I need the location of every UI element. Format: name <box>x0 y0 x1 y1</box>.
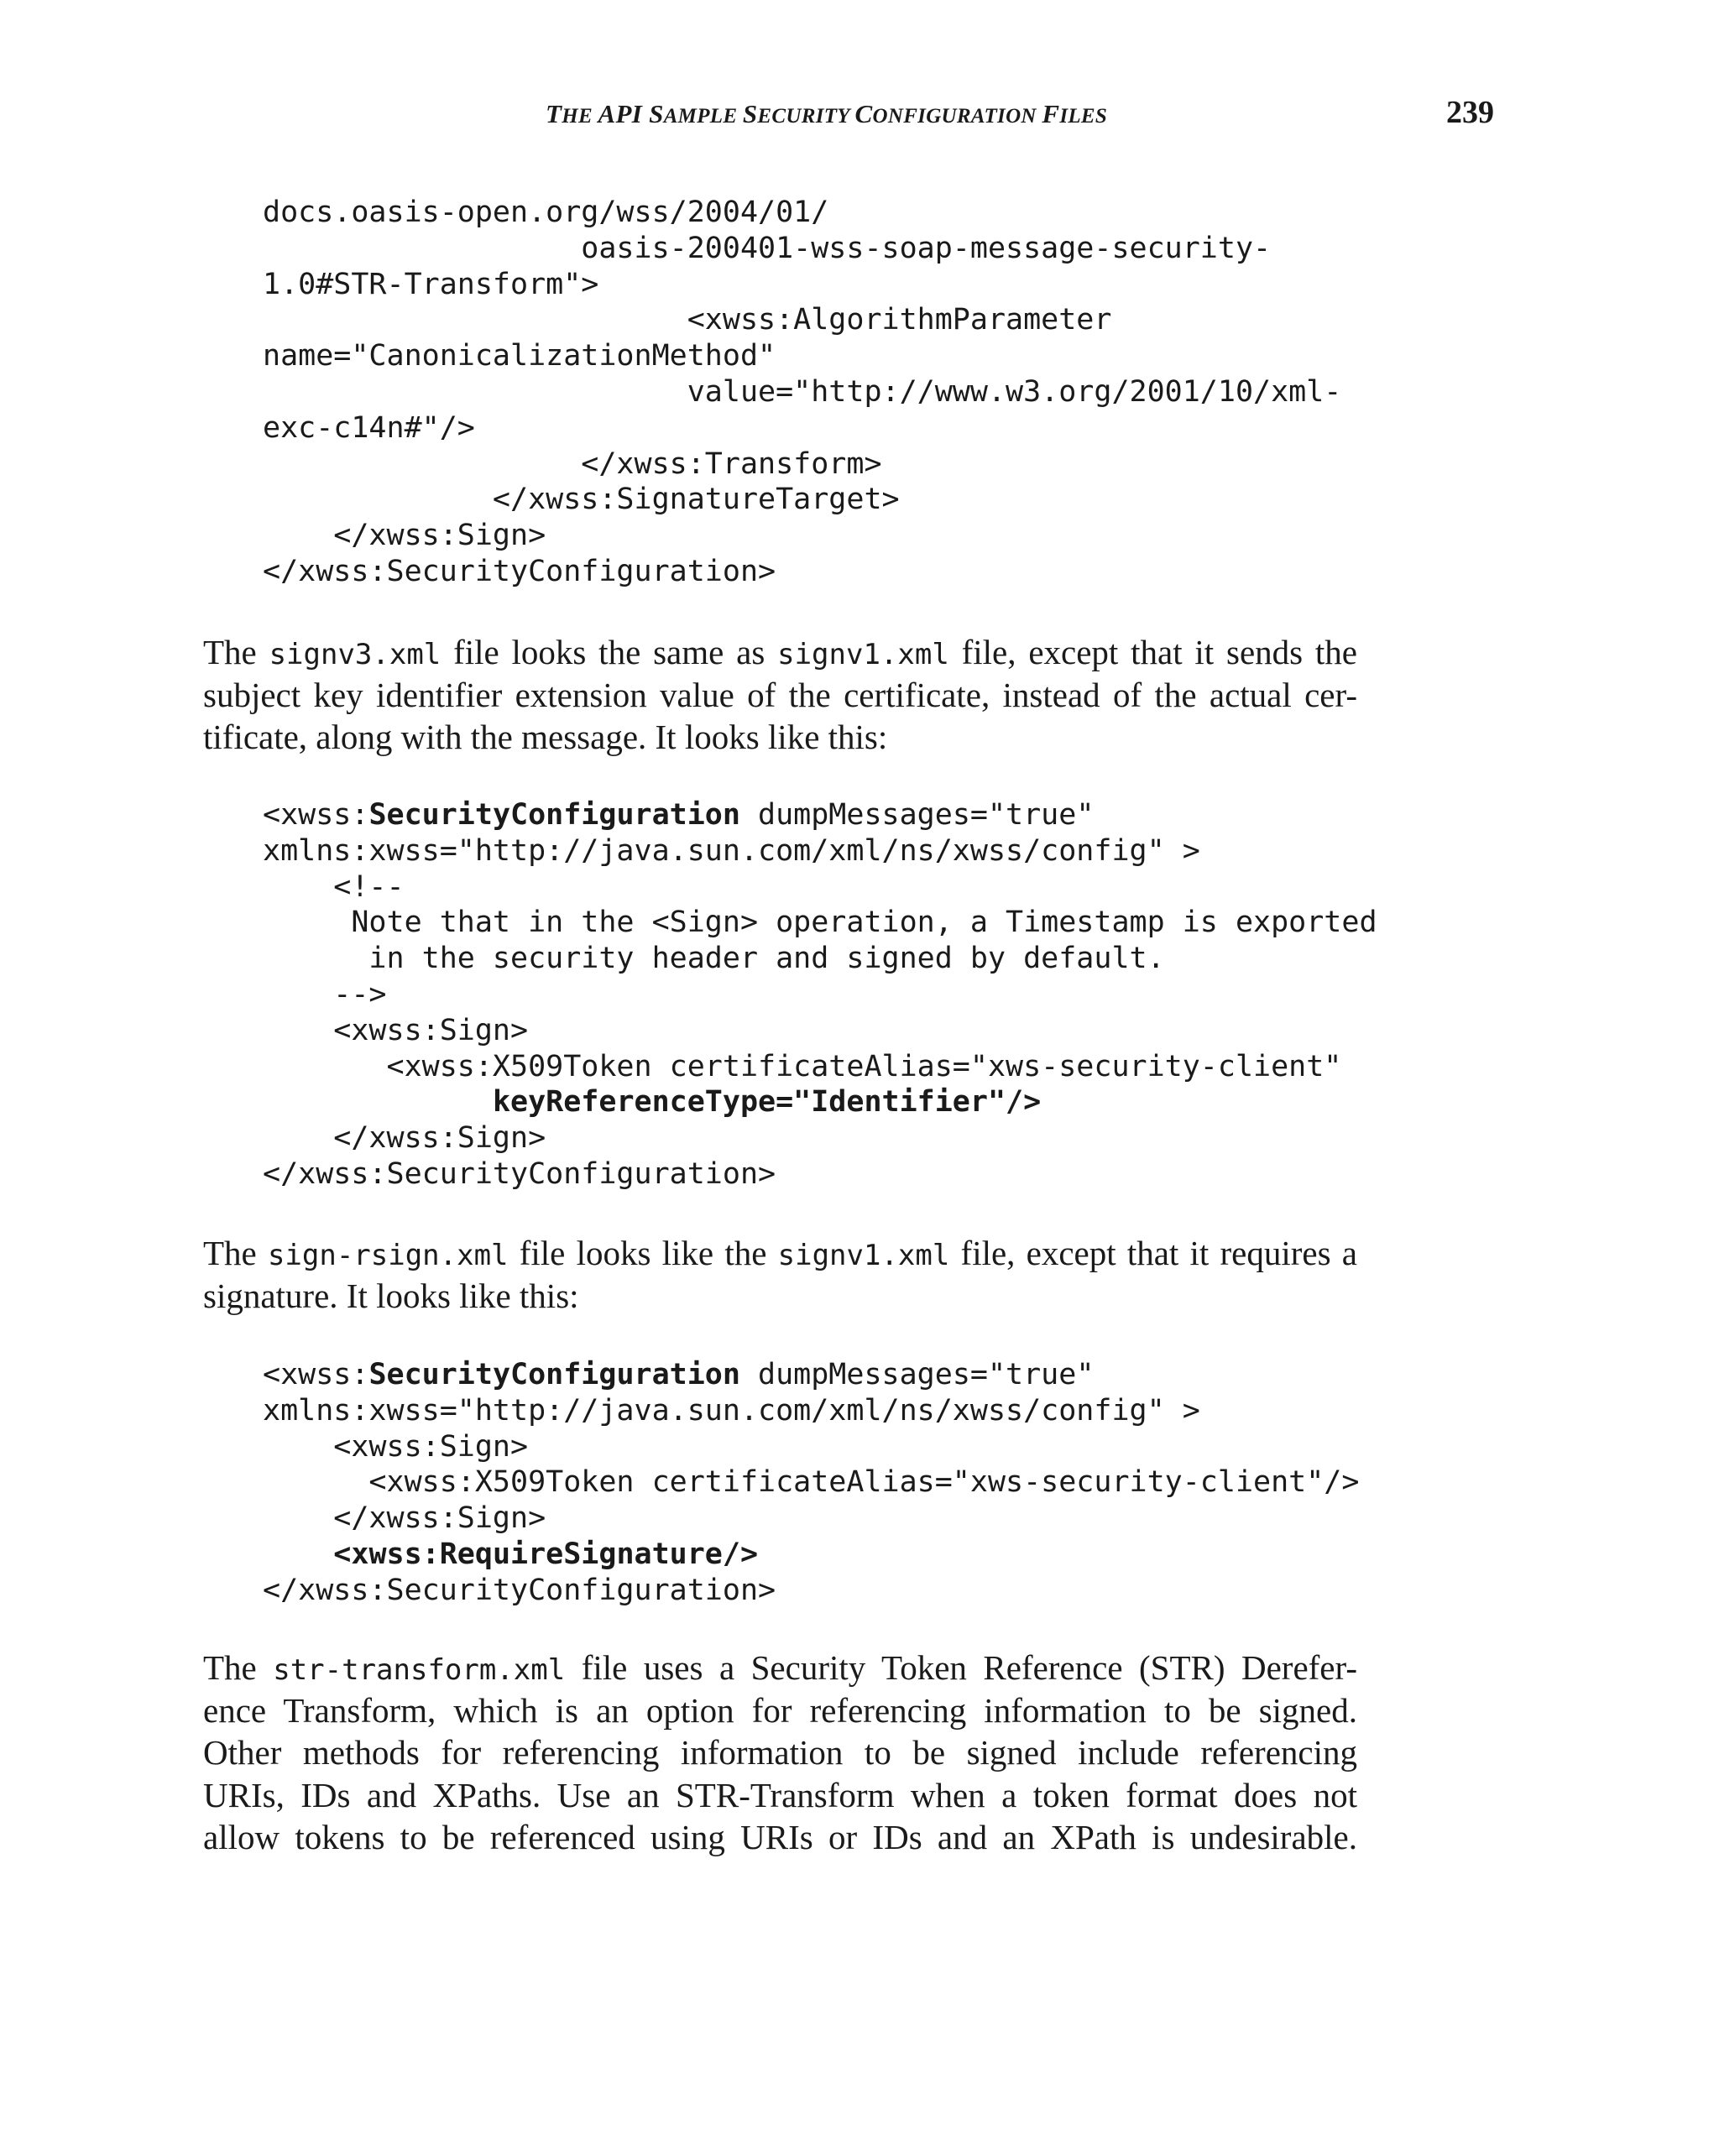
paragraph-line: subject key identifier extension value of the certificate, instead of the actual cer- <box>203 675 1357 714</box>
paragraph-signv3 <box>203 631 1357 759</box>
code-line: 1.0#STR-Transform"> <box>263 267 599 301</box>
code-line: oasis-200401-wss-soap-message-security- <box>263 231 1272 265</box>
code-line: <!-- <box>263 869 405 904</box>
code-line: <xwss:Sign> <box>263 1013 529 1047</box>
paragraph-line: The sign-rsign.xml file looks like the signv1.xml file, except that it requires a <box>203 1234 1357 1272</box>
filename-sign-rsign: sign-rsign.xml <box>267 1239 509 1272</box>
filename-signv1: signv1.xml <box>777 638 949 671</box>
filename-signv3: signv3.xml <box>269 638 442 671</box>
paragraph-str-transform <box>203 1647 1357 1859</box>
code-line: <xwss:SecurityConfiguration dumpMessages="true" <box>263 798 1095 832</box>
code-line: </xwss:Sign> <box>263 519 546 553</box>
code-line: Note that in the <Sign> operation, a Timestamp is exported <box>263 906 1377 940</box>
paragraph-line: allow tokens to be referenced using URIs or IDs and an XPath is undesirable. <box>203 1818 1357 1856</box>
code-line: </xwss:SecurityConfiguration> <box>263 1573 776 1607</box>
filename-str-transform: str-transform.xml <box>273 1653 566 1687</box>
code-line: </xwss:SignatureTarget> <box>263 483 900 517</box>
code-line: --> <box>263 977 387 1011</box>
code-block-sign-rsign <box>263 1357 1359 1609</box>
paragraph-line: signature. It looks like this: <box>203 1276 579 1315</box>
paragraph-line: The str-transform.xml file uses a Security Token Reference (STR) Derefer- <box>203 1648 1357 1687</box>
code-line: <xwss:Sign> <box>263 1429 529 1464</box>
code-block-str-transform-tail <box>263 195 1341 590</box>
code-line: </xwss:Sign> <box>263 1121 546 1156</box>
paragraph-line: URIs, IDs and XPaths. Use an STR-Transform when a token format does not <box>203 1775 1357 1814</box>
filename-signv1: signv1.xml <box>777 1239 950 1272</box>
code-line: xmlns:xwss="http://java.sun.com/xml/ns/xwss/config" > <box>263 833 1200 868</box>
page-number: 239 <box>1446 95 1494 130</box>
code-line: docs.oasis-open.org/wss/2004/01/ <box>263 196 829 229</box>
code-line: <xwss:X509Token certificateAlias="xws-security-client"/> <box>263 1465 1360 1500</box>
paragraph-line: Other methods for referencing information to be signed include referencing <box>203 1733 1357 1772</box>
paragraph-line: ence Transform, which is an option for referencing information to be signed. <box>203 1690 1357 1730</box>
code-line: exc-c14n#"/> <box>263 410 475 445</box>
code-line: in the security header and signed by default. <box>263 942 1165 976</box>
code-line: <xwss:RequireSignature/> <box>333 1537 759 1571</box>
code-block-signv3 <box>263 797 1377 1193</box>
code-line: </xwss:Sign> <box>263 1501 546 1536</box>
code-line: xmlns:xwss="http://java.sun.com/xml/ns/xwss/config" > <box>263 1393 1200 1428</box>
code-line: </xwss:SecurityConfiguration> <box>263 554 776 588</box>
code-line: <xwss:SecurityConfiguration dumpMessages="true" <box>263 1358 1095 1391</box>
paragraph-line: tificate, along with the message. It looks like this: <box>203 718 888 756</box>
code-line: </xwss:SecurityConfiguration> <box>263 1156 776 1191</box>
running-head: THE API SAMPLE SECURITY CONFIGURATION FILES <box>546 99 1108 128</box>
code-line: </xwss:Transform> <box>263 446 882 481</box>
code-line: keyReferenceType="Identifier"/> <box>492 1085 1042 1120</box>
paragraph-line: The signv3.xml file looks the same as signv1.xml file, except that it sends the <box>203 633 1358 671</box>
code-line: name="CanonicalizationMethod" <box>263 339 776 373</box>
paragraph-sign-rsign <box>203 1232 1357 1317</box>
code-line: <xwss:AlgorithmParameter <box>263 303 1112 337</box>
code-line: <xwss:X509Token certificateAlias="xws-security-client" <box>263 1049 1342 1083</box>
code-line: value="http://www.w3.org/2001/10/xml- <box>263 374 1342 409</box>
